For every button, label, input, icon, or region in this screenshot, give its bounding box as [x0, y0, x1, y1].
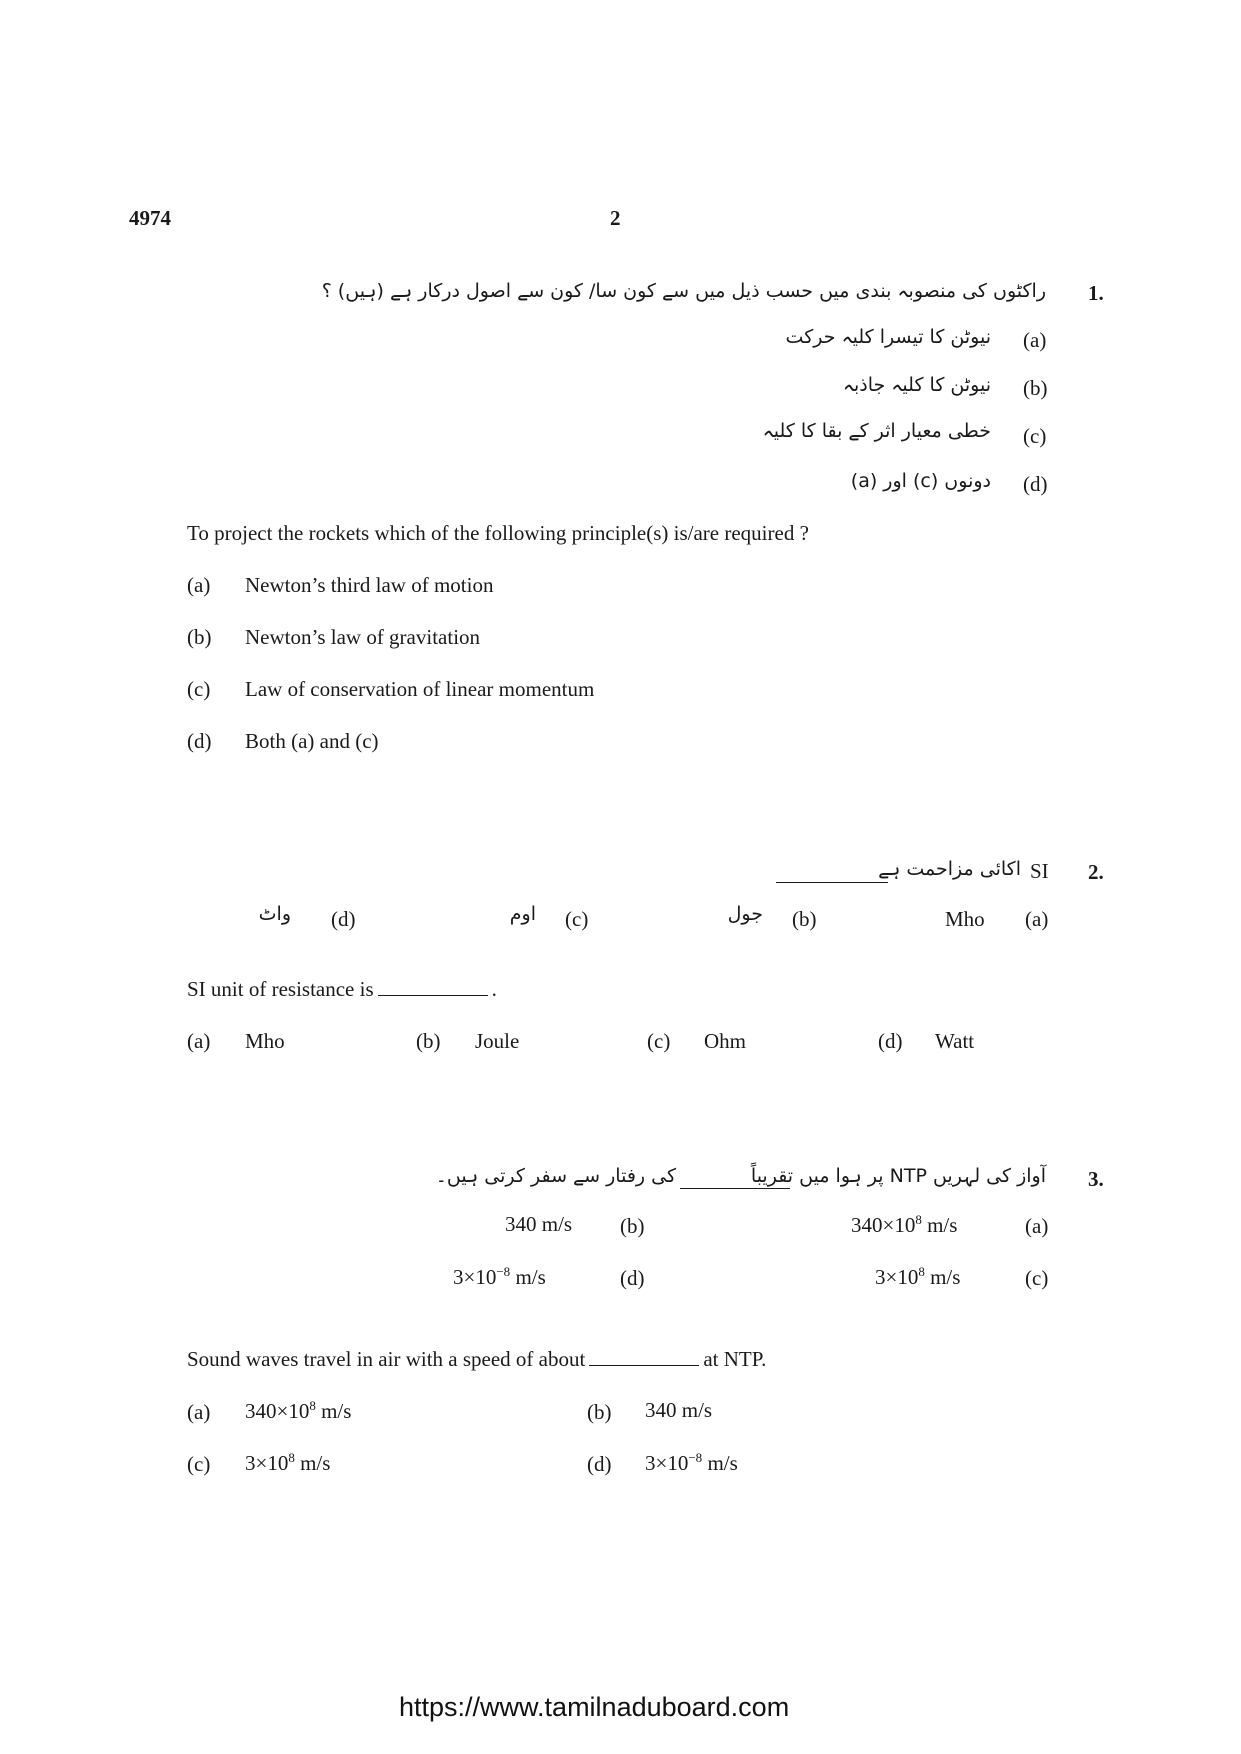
urdu-option: $340\times 10^8$ m/s — [851, 1212, 958, 1237]
option-label: (d) — [187, 729, 212, 753]
option-label: (a) — [1023, 328, 1047, 352]
english-option: $3\times 10^{-8}$ m/s — [645, 1450, 738, 1475]
question-number: 1. — [1088, 281, 1104, 305]
english-option: Both (a) and (c) — [245, 729, 379, 753]
option-label: (d) — [587, 1452, 612, 1476]
english-option: $3\times 10^8$ m/s — [245, 1450, 331, 1475]
urdu-option: نیوٹن کا کلیہ جاذبہ — [842, 374, 991, 396]
option-label: (b) — [1023, 376, 1048, 400]
page-number: 2 — [610, 206, 621, 230]
urdu-option: $3\times 10^8$ m/s — [875, 1264, 961, 1289]
option-label: (b) — [620, 1214, 645, 1238]
footer-url[interactable]: https://www.tamilnaduboard.com — [399, 1692, 790, 1722]
option-label: (b) — [416, 1029, 441, 1053]
urdu-question-start: آواز کی لہریں NTP پر ہوا میں تقریباً — [750, 1165, 1046, 1187]
option-label: (c) — [1025, 1266, 1049, 1290]
option-label: (a) — [1025, 1214, 1049, 1238]
option-label: (c) — [187, 1452, 211, 1476]
answer-blank — [776, 882, 888, 883]
question-text: Sound waves travel in air with a speed of about — [187, 1347, 586, 1371]
english-question — [187, 977, 497, 1002]
option-label: (c) — [187, 677, 211, 701]
question-end: at NTP. — [703, 1347, 767, 1371]
english-option: Law of conservation of linear momentum — [245, 677, 595, 701]
question-text: SI unit of resistance is — [187, 977, 374, 1001]
urdu-option: واٹ — [258, 903, 291, 925]
option-label: (a) — [187, 573, 211, 597]
english-option: Joule — [475, 1029, 520, 1053]
option-label: (c) — [647, 1029, 671, 1053]
urdu-option: جول — [727, 903, 763, 925]
option-label: (a) — [187, 1029, 211, 1053]
question-number: 2. — [1088, 860, 1104, 884]
urdu-question: اکائی مزاحمت ہے — [878, 858, 1021, 880]
option-label: (a) — [187, 1400, 211, 1424]
urdu-option: (a) اور (c) دونوں — [850, 470, 991, 492]
urdu-question: راکٹوں کی منصوبہ بندی میں حسب ذیل میں سے کون سا/ کون سے اصول درکار ہے (ہیں) ؟ — [321, 280, 1046, 302]
option-label: (c) — [565, 907, 589, 931]
option-label: (d) — [1023, 472, 1048, 496]
answer-blank — [589, 1364, 699, 1366]
english-option: Ohm — [704, 1029, 746, 1053]
english-option: Mho — [245, 1029, 285, 1053]
english-option: 340 m/s — [645, 1398, 713, 1422]
urdu-option: نیوٹن کا تیسرا کلیہ حرکت — [785, 326, 991, 348]
question-end: . — [491, 977, 497, 1001]
english-question — [187, 1347, 766, 1372]
answer-blank — [378, 994, 488, 996]
paper-code: 4974 — [129, 206, 171, 230]
option-label: (b) — [792, 907, 817, 931]
option-label: (b) — [187, 625, 212, 649]
urdu-option: 340 m/s — [505, 1212, 573, 1236]
urdu-question-prefix: SI — [1030, 859, 1049, 883]
english-option: Newton’s law of gravitation — [245, 625, 481, 649]
question-number: 3. — [1088, 1167, 1104, 1191]
urdu-option: خطی معیار اثر کے بقا کا کلیہ — [762, 420, 991, 442]
urdu-option: اوم — [509, 903, 536, 925]
option-label: (a) — [1025, 907, 1049, 931]
english-option: Newton’s third law of motion — [245, 573, 494, 597]
option-label: (c) — [1023, 424, 1047, 448]
answer-blank — [680, 1188, 790, 1189]
urdu-question-end: کی رفتار سے سفر کرتی ہیں۔ — [435, 1165, 676, 1187]
urdu-option: Mho — [945, 907, 985, 931]
english-option: Watt — [935, 1029, 975, 1053]
english-question: To project the rockets which of the following principle(s) is/are required ? — [187, 521, 809, 545]
option-label: (d) — [878, 1029, 903, 1053]
option-label: (d) — [331, 907, 356, 931]
option-label: (d) — [620, 1266, 645, 1290]
english-option: $340\times 10^8$ m/s — [245, 1398, 352, 1423]
option-label: (b) — [587, 1400, 612, 1424]
urdu-option: $3\times 10^{-8}$ m/s — [453, 1264, 546, 1289]
